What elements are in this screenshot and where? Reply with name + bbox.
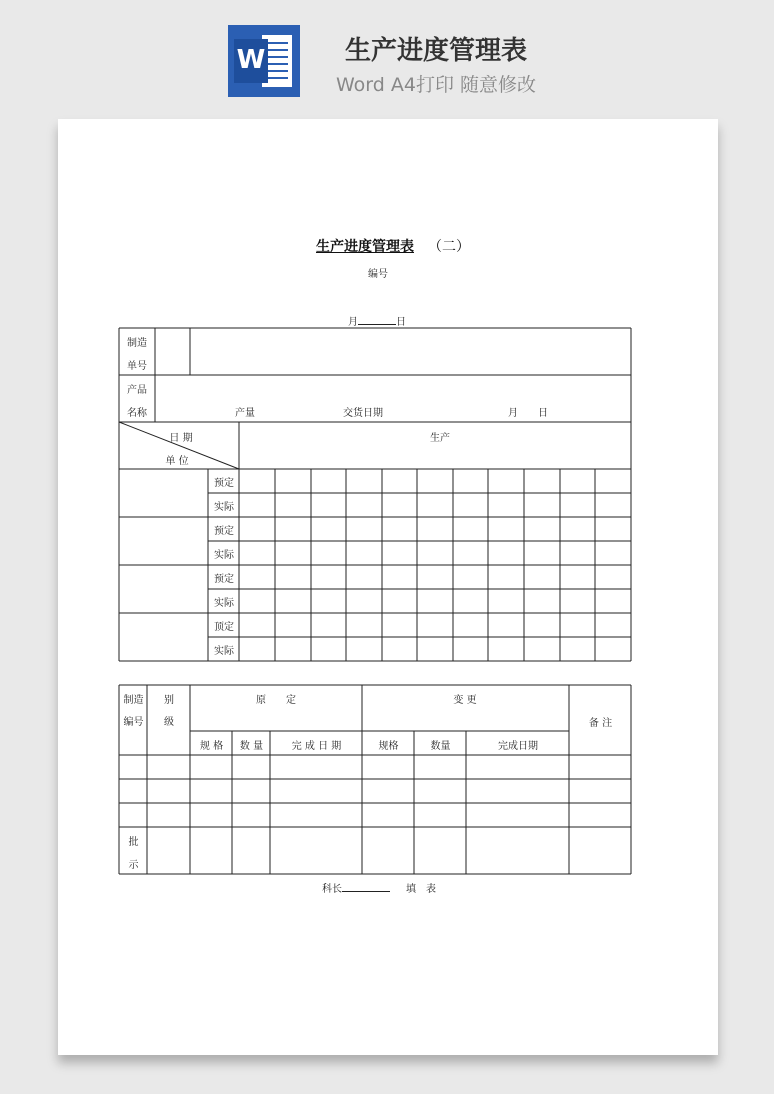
approve-label-a: 批: [128, 837, 139, 848]
document-title-main: 生产进度管理表: [316, 239, 414, 255]
fill-form-label: 填 表: [406, 884, 436, 895]
output-label: 产量: [235, 408, 255, 419]
row-label-actual: 实际: [214, 550, 234, 561]
document-title-suffix: （二）: [428, 239, 470, 255]
date-month-label: 月: [348, 317, 358, 328]
kind-label-b: 级: [164, 717, 174, 728]
row-label-actual: 实际: [214, 598, 234, 609]
row-label-plan: 顶定: [214, 622, 234, 633]
row-label-plan: 预定: [214, 526, 234, 537]
page-title: 生产进度管理表: [344, 36, 527, 66]
remark-header: 备 注: [588, 718, 613, 729]
chief-blank: [342, 882, 390, 892]
original-header: 原 定: [256, 695, 296, 706]
change-spec-header: 规格: [378, 741, 399, 752]
make-number-label-b: 编号: [123, 717, 144, 728]
qty-header: 数 量: [239, 741, 264, 752]
date-day-label: 日: [396, 317, 406, 328]
product-label-a: 产品: [127, 385, 147, 396]
diag-date-label: 日 期: [169, 433, 193, 444]
product-label-b: 名称: [127, 408, 147, 419]
kind-label-a: 别: [164, 695, 174, 706]
delivery-day-label: 日: [538, 408, 548, 419]
number-label: 编号: [368, 269, 388, 280]
row-label-actual: 实际: [214, 646, 234, 657]
production-header: 生产: [430, 433, 450, 444]
change-qty-header: 数量: [430, 741, 451, 752]
make-order-label-b: 单号: [127, 361, 147, 372]
change-header: 变 更: [453, 695, 477, 706]
delivery-month-label: 月: [508, 408, 518, 419]
row-label-plan: 预定: [214, 478, 234, 489]
diag-unit-label: 单 位: [165, 456, 189, 467]
row-label-plan: 预定: [214, 574, 234, 585]
approve-label-b: 示: [128, 860, 139, 871]
page-subtitle: Word A4打印 随意修改: [335, 74, 536, 96]
make-order-label-a: 制造: [127, 338, 147, 349]
delivery-date-label: 交货日期: [343, 408, 383, 419]
make-number-label-a: 制造: [123, 695, 144, 706]
spec-header: 规 格: [199, 741, 224, 752]
word-icon-letter: W: [236, 45, 266, 75]
footer-line: [322, 880, 436, 895]
finish-date-header: 完 成 日 期: [291, 741, 342, 752]
chief-label: 科长: [322, 884, 342, 895]
change-finish-header: 完成日期: [498, 741, 538, 752]
row-label-actual: 实际: [214, 502, 234, 513]
